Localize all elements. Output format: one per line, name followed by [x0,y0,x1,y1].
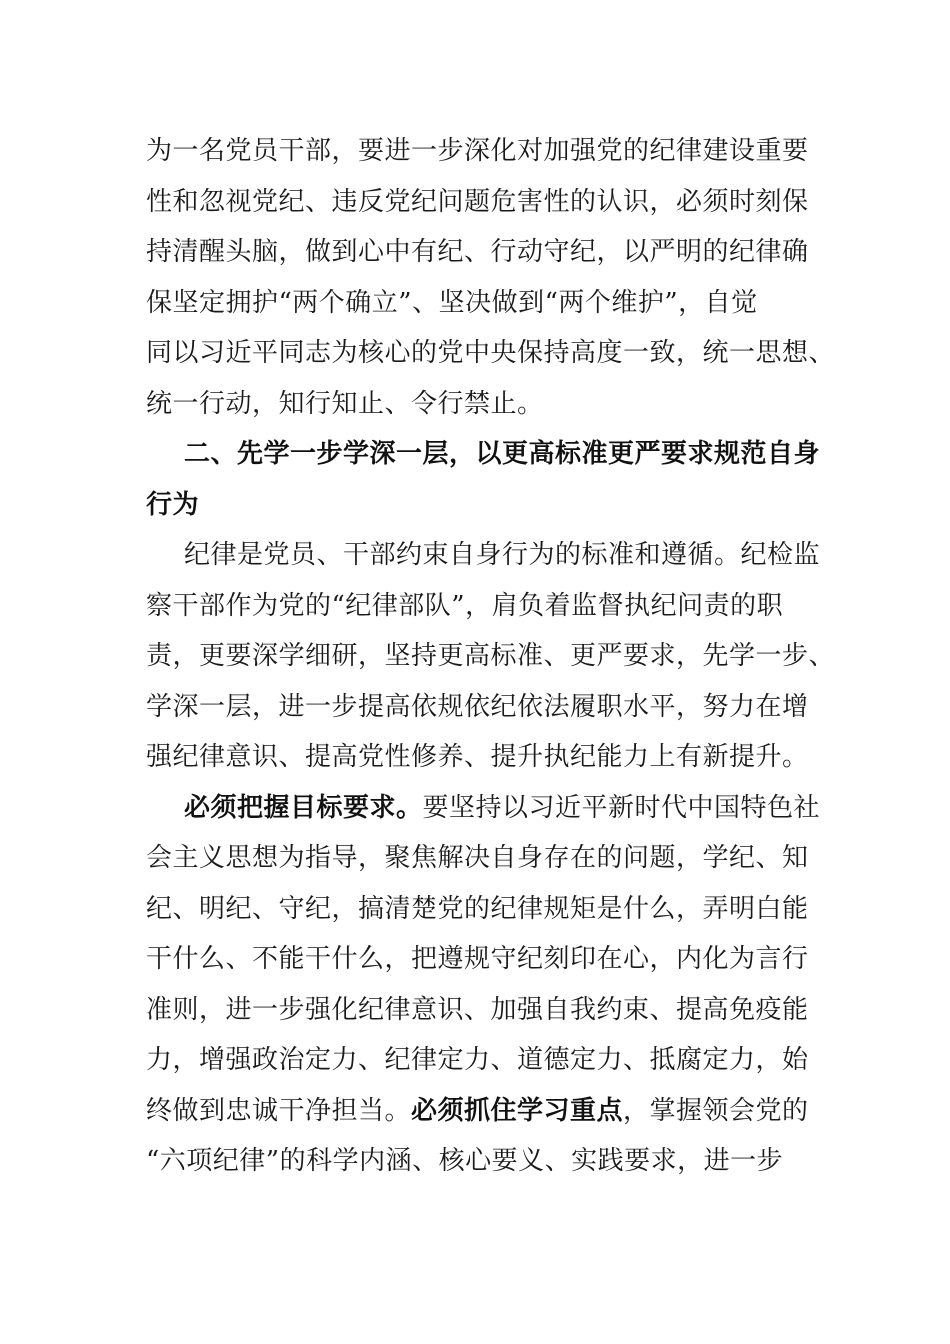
section-heading-line-1: 二、先学一步学深一层，以更高标准更严要求规范自身 [184,439,821,469]
paragraph-3-line-7 [146,1086,809,1137]
paragraph-3-line-8: “六项纪律”的科学内涵、核心要义、实践要求，进一步 [146,1146,784,1176]
paragraph-3-line-7-end: ，掌握领会党的 [623,1095,809,1126]
paragraph-1-line-1: 为一名党员干部，要进一步深化对加强党的纪律建设重要 [146,136,809,166]
paragraph-3-line-7-start: 终做到忠诚干净担当。 [146,1095,412,1126]
paragraph-1-line-3: 持清醒头脑，做到心中有纪、行动守纪，以严明的纪律确 [146,237,809,267]
paragraph-3-line-3: 纪、明纪、守纪，搞清楚党的纪律规矩是什么，弄明白能 [146,893,809,924]
paragraph-1-line-5: 同以习近平同志为核心的党中央保持高度一致，统一思想、 [146,338,836,368]
paragraph-3-line-1 [146,783,821,834]
paragraph-1-line-6: 统一行动，知行知止、令行禁止。 [146,388,544,419]
bold-mid-phrase: 必须抓住学习重点 [411,1095,624,1126]
paragraph-3-line-1-rest: 要坚持以习近平新时代中国特色社 [422,792,821,823]
paragraph-2-line-1: 纪律是党员、干部约束自身行为的标准和遵循。纪检监 [184,540,821,570]
section-heading-line-2: 行为 [146,489,200,520]
paragraph-1-line-2: 性和忽视党纪、违反党纪问题危害性的认识，必须时刻保 [146,186,809,217]
paragraph-3-line-6: 力，增强政治定力、纪律定力、道德定力、抵腐定力，始 [146,1045,809,1075]
paragraph-2-line-3: 责，更要深学细研，坚持更高标准、更严要求，先学一步、 [146,641,836,671]
paragraph-3-line-2: 会主义思想为指导，聚焦解决自身存在的问题，学纪、知 [146,843,809,873]
document-body [146,126,836,1187]
paragraph-1-line-4: 保坚定拥护“两个确立”、坚决做到“两个维护”，自觉 [146,287,758,318]
paragraph-3-line-5: 准则，进一步强化纪律意识、加强自我约束、提高免疫能 [146,994,809,1025]
paragraph-2-line-4: 学深一层，进一步提高依规依纪依法履职水平，努力在增 [146,691,809,722]
paragraph-2-line-2: 察干部作为党的“纪律部队”，肩负着监督执纪问责的职 [146,590,784,621]
bold-lead-phrase: 必须把握目标要求。 [184,792,423,823]
paragraph-3-line-4: 干什么、不能干什么，把遵规守纪刻印在心，内化为言行 [146,944,809,974]
paragraph-2-line-5: 强纪律意识、提高党性修养、提升执纪能力上有新提升。 [146,742,809,772]
